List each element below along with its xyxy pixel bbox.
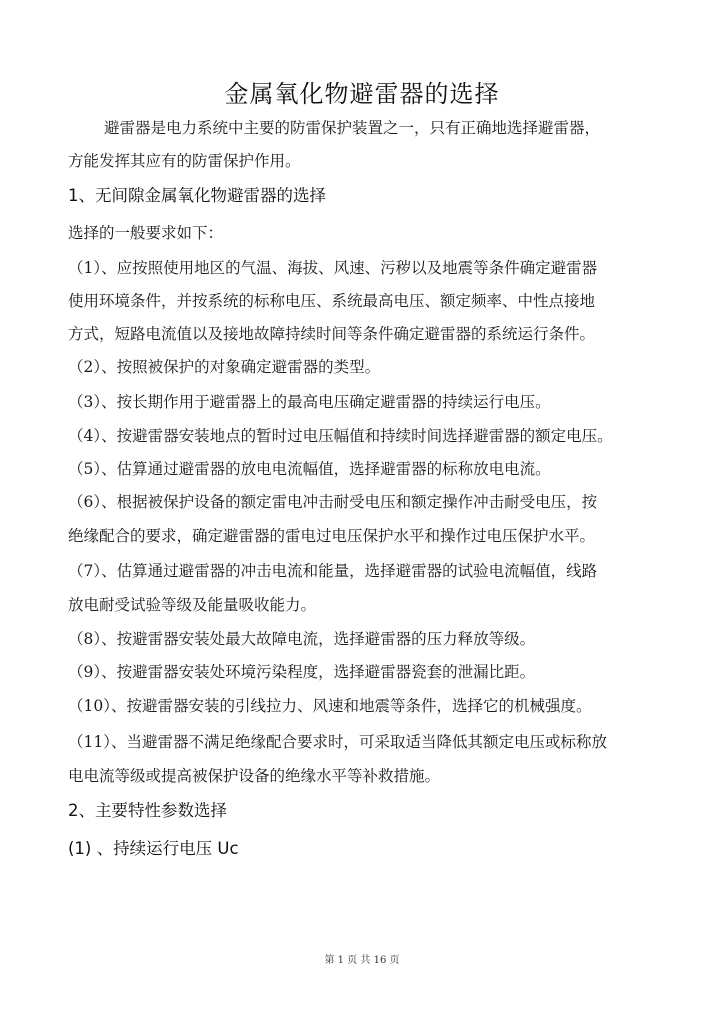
section-2-heading: 2、主要特性参数选择 (68, 801, 227, 820)
body-line: 使用环境条件，并按系统的标称电压、系统最高电压、额定频率、中性点接地 (68, 292, 596, 310)
intro-line-2: 方能发挥其应有的防雷保护作用。 (68, 152, 301, 170)
body-line: （11）、当避雷器不满足绝缘配合要求时，可采取适当降低其额定电压或标称放 (68, 733, 607, 751)
section-2-item-1: (1) 、持续运行电压 Uc (68, 839, 239, 858)
body-line: （5）、估算通过避雷器的放电电流幅值，选择避雷器的标称放电电流。 (68, 460, 551, 478)
body-line: （9）、按避雷器安装处环境污染程度，选择避雷器瓷套的泄漏比距。 (68, 663, 536, 681)
intro-line-1: 避雷器是电力系统中主要的防雷保护装置之一，只有正确地选择避雷器， (104, 119, 601, 137)
body-line: （4）、按避雷器安装地点的暂时过电压幅值和持续时间选择避雷器的额定电压。 (68, 427, 613, 445)
document-title: 金属氧化物避雷器的选择 (224, 80, 500, 108)
body-line: 放电耐受试验等级及能量吸收能力。 (68, 596, 317, 614)
page-footer: 第 1 页 共 16 页 (324, 955, 400, 966)
body-line: （6）、根据被保护设备的额定雷电冲击耐受电压和额定操作冲击耐受电压，按 (68, 493, 598, 511)
section-1-lead: 选择的一般要求如下： (68, 224, 224, 242)
body-line: （8）、按避雷器安装处最大故障电流，选择避雷器的压力释放等级。 (68, 630, 536, 648)
body-line: （2）、按照被保护的对象确定避雷器的类型。 (68, 358, 381, 376)
body-line: （3）、按长期作用于避雷器上的最高电压确定避雷器的持续运行电压。 (68, 393, 551, 411)
body-line: （10）、按避雷器安装的引线拉力、风速和地震等条件，选择它的机械强度。 (68, 697, 592, 715)
body-line: （1）、应按照使用地区的气温、海拔、风速、污秽以及地震等条件确定避雷器 (68, 259, 598, 277)
body-line: 方式，短路电流值以及接地故障持续时间等条件确定避雷器的系统运行条件。 (68, 325, 596, 343)
body-line: 绝缘配合的要求，确定避雷器的雷电过电压保护水平和操作过电压保护水平。 (68, 527, 596, 545)
section-1-heading: 1、无间隙金属氧化物避雷器的选择 (68, 186, 326, 205)
body-line: （7）、估算通过避雷器的冲击电流和能量，选择避雷器的试验电流幅值，线路 (68, 562, 598, 580)
body-line: 电电流等级或提高被保护设备的绝缘水平等补救措施。 (68, 767, 441, 785)
